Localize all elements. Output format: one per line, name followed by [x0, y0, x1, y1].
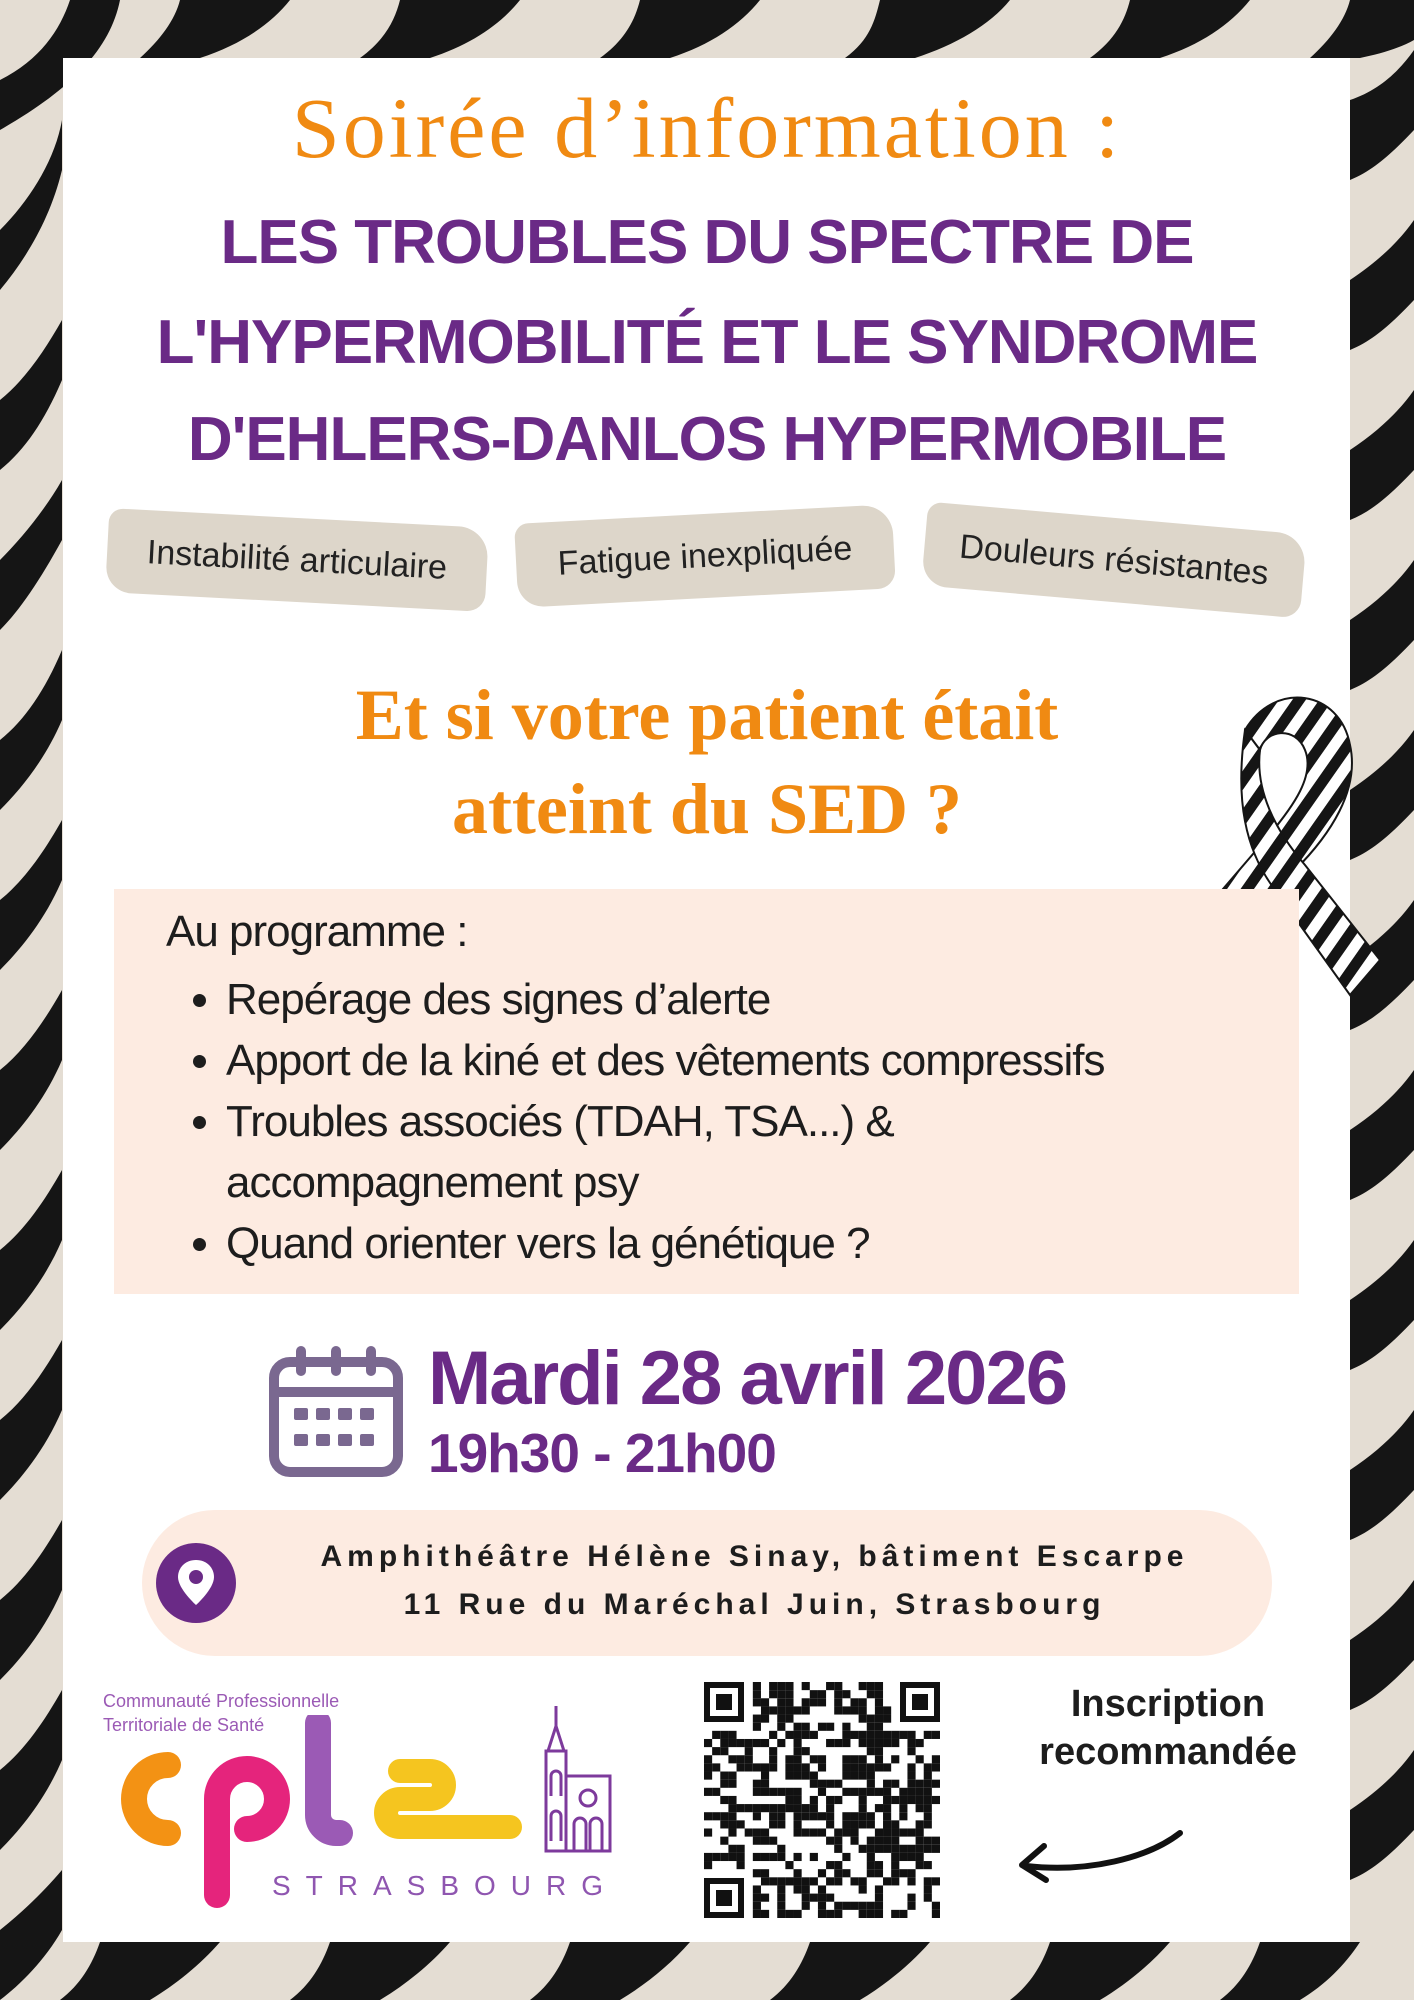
cpts-subtitle-1: Communauté Professionnelle: [103, 1691, 340, 1711]
tag-joint-instability: Instabilité articulaire: [105, 508, 489, 612]
calendar-icon: [266, 1340, 406, 1480]
location-pin-icon: [156, 1543, 236, 1623]
registration-line-1: Inscription: [1070, 1683, 1266, 1725]
registration-line-2: recommandée: [1039, 1731, 1297, 1773]
tag-unexplained-fatigue: Fatigue inexpliquée: [514, 504, 896, 608]
program-list: [168, 969, 1104, 1274]
qr-code[interactable]: [704, 1682, 940, 1918]
question-line-2: atteint du SED ?: [451, 769, 963, 849]
address-street: 11 Rue du Maréchal Juin, Strasbourg: [403, 1588, 1106, 1621]
program-box: [114, 889, 1299, 1294]
event-type-title: Soirée d’information :: [291, 80, 1123, 176]
registration-note: [1008, 1680, 1328, 1776]
cathedral-icon: [538, 1706, 618, 1856]
address-venue: Amphithéâtre Hélène Sinay, bâtiment Escarpe: [320, 1540, 1189, 1573]
program-item: • Repérage des signes d’alerte: [226, 969, 1104, 1030]
cpts-subtitle-2: Territoriale de Santé: [103, 1715, 265, 1735]
headline-line-2: L'HYPERMOBILITÉ ET LE SYNDROME: [156, 308, 1258, 377]
tag-resistant-pain: Douleurs résistantes: [921, 502, 1307, 619]
program-item: • Quand orienter vers la génétique ?: [226, 1213, 1104, 1274]
headline-line-3: D'EHLERS-DANLOS HYPERMOBILE: [187, 405, 1227, 474]
address-box: [142, 1510, 1272, 1656]
cpts-city: STRASBOURG: [272, 1870, 619, 1901]
question-line-1: Et si votre patient était: [355, 675, 1059, 755]
program-item: • Apport de la kiné et des vêtements compressifs: [226, 1030, 1104, 1091]
program-title: Au programme :: [166, 907, 468, 956]
arrow-left-icon: [1008, 1818, 1193, 1898]
headline-line-1: LES TROUBLES DU SPECTRE DE: [220, 208, 1194, 277]
program-item: • Troubles associés (TDAH, TSA...) & accompagnement psy: [226, 1091, 986, 1213]
event-time: 19h30 - 21h00: [428, 1422, 776, 1484]
event-date: Mardi 28 avril 2026: [428, 1336, 1066, 1421]
